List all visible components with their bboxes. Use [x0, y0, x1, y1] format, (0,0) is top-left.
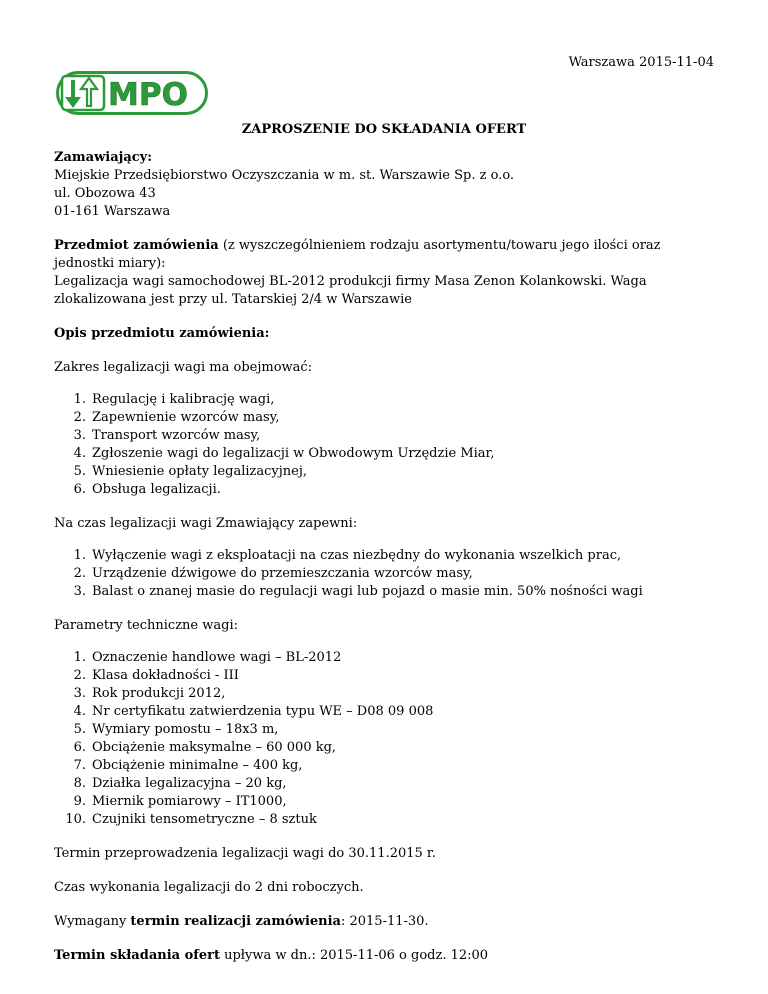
list-number: 5.: [73, 464, 86, 479]
list-number: 4.: [73, 446, 86, 461]
list-item-text: Wymiary pomostu – 18x3 m,: [92, 722, 279, 737]
list-item: [54, 685, 724, 703]
list-item: [54, 649, 724, 667]
list-item: [54, 811, 724, 829]
list-item-text: Obciążenie minimalne – 400 kg,: [92, 758, 303, 773]
zakres-intro: Zakres legalizacji wagi ma obejmować:: [54, 360, 313, 375]
opis-label: Opis przedmiotu zamówienia:: [54, 326, 270, 341]
list-item: [54, 409, 724, 427]
wymagany-prefix: Wymagany: [54, 914, 131, 929]
wymagany-termin: [54, 913, 724, 931]
zamawiajacy-line: Miejskie Przedsiębiorstwo Oczyszczania w m. st. Warszawie Sp. z o.o.: [54, 168, 515, 183]
list-number: 2.: [73, 566, 86, 581]
zamawiajacy-line: 01-161 Warszawa: [54, 204, 171, 219]
przedmiot-note: (z wyszczególnieniem rodzaju asortymentu/towaru jego ilości oraz jednostki miary):: [54, 238, 661, 271]
przedmiot-heading: [54, 237, 724, 273]
mpo-logo: [56, 71, 208, 115]
termin-legalizacji: Termin przeprowadzenia legalizacji wagi do 30.11.2015 r.: [54, 846, 436, 861]
zapewni-intro: Na czas legalizacji wagi Zmawiający zapewni:: [54, 516, 358, 531]
list-number: 3.: [73, 428, 86, 443]
list-item: [54, 463, 724, 481]
czas-wykonania: Czas wykonania legalizacji do 2 dni roboczych.: [54, 880, 364, 895]
list-number: 8.: [73, 776, 86, 791]
list-number: 4.: [73, 704, 86, 719]
list-number: 1.: [73, 650, 86, 665]
list-item-text: Rok produkcji 2012,: [92, 686, 226, 701]
list-item-text: Wniesienie opłaty legalizacyjnej,: [92, 464, 308, 479]
list-number: 5.: [73, 722, 86, 737]
list-number: 6.: [73, 482, 86, 497]
list-item-text: Miernik pomiarowy – IT1000,: [92, 794, 287, 809]
list-item-text: Oznaczenie handlowe wagi – BL-2012: [92, 650, 342, 665]
list-item-text: Działka legalizacyjna – 20 kg,: [92, 776, 287, 791]
logo-text: MPO: [108, 77, 188, 113]
zakres-list: [54, 391, 724, 499]
list-item: [54, 739, 724, 757]
list-number: 10.: [65, 812, 86, 827]
page-title: ZAPROSZENIE DO SKŁADANIA OFERT: [241, 122, 527, 137]
list-item: [54, 667, 724, 685]
list-item: [54, 703, 724, 721]
list-item-text: Obciążenie maksymalne – 60 000 kg,: [92, 740, 337, 755]
list-item-text: Zgłoszenie wagi do legalizacji w Obwodowym Urzędzie Miar,: [92, 446, 495, 461]
list-number: 1.: [73, 392, 86, 407]
zamawiajacy-label: Zamawiający:: [54, 150, 153, 165]
list-item: [54, 757, 724, 775]
list-item-text: Czujniki tensometryczne – 8 sztuk: [92, 812, 317, 827]
list-item-text: Urządzenie dźwigowe do przemieszczania wzorców masy,: [92, 566, 473, 581]
przedmiot-text: Legalizacja wagi samochodowej BL-2012 produkcji firmy Masa Zenon Kolankowski. Waga zlokalizowana jest przy ul. Tatarskiej 2/4 w Warszawie: [54, 274, 647, 307]
list-item-text: Transport wzorców masy,: [92, 428, 261, 443]
list-item: [54, 427, 724, 445]
list-item-text: Zapewnienie wzorców masy,: [92, 410, 280, 425]
list-item-text: Regulację i kalibrację wagi,: [92, 392, 275, 407]
termin-ofert: [54, 947, 724, 965]
list-number: 1.: [73, 548, 86, 563]
document-body: [54, 149, 724, 965]
date-line: Warszawa 2015-11-04: [568, 55, 714, 70]
list-number: 9.: [73, 794, 86, 809]
zamawiajacy-line: ul. Obozowa 43: [54, 186, 156, 201]
list-item-text: Obsługa legalizacji.: [92, 482, 221, 497]
termin-ofert-suffix: upływa w dn.: 2015-11-06 o godz. 12:00: [219, 948, 489, 963]
list-item: [54, 793, 724, 811]
parametry-intro: Parametry techniczne wagi:: [54, 618, 238, 633]
zapewni-list: [54, 547, 724, 601]
list-item: [54, 721, 724, 739]
list-item: [54, 481, 724, 499]
list-item-text: Wyłączenie wagi z eksploatacji na czas niezbędny do wykonania wszelkich prac,: [92, 548, 622, 563]
przedmiot-label: Przedmiot zamówienia: [54, 238, 219, 253]
list-item: [54, 547, 724, 565]
list-item: [54, 391, 724, 409]
wymagany-bold: termin realizacji zamówienia: [130, 914, 341, 929]
parametry-list: [54, 649, 724, 829]
list-number: 2.: [73, 668, 86, 683]
list-item-text: Balast o znanej masie do regulacji wagi lub pojazd o masie min. 50% nośności wagi: [92, 584, 643, 599]
list-item-text: Klasa dokładności - III: [92, 668, 239, 683]
list-number: 7.: [73, 758, 86, 773]
list-item: [54, 583, 724, 601]
list-item: [54, 775, 724, 793]
list-number: 3.: [73, 686, 86, 701]
list-number: 6.: [73, 740, 86, 755]
termin-ofert-bold: Termin składania ofert: [54, 948, 220, 963]
wymagany-suffix: : 2015-11-30.: [340, 914, 429, 929]
list-item-text: Nr certyfikatu zatwierdzenia typu WE – D08 09 008: [92, 704, 434, 719]
list-item: [54, 445, 724, 463]
list-item: [54, 565, 724, 583]
list-number: 2.: [73, 410, 86, 425]
list-number: 3.: [73, 584, 86, 599]
